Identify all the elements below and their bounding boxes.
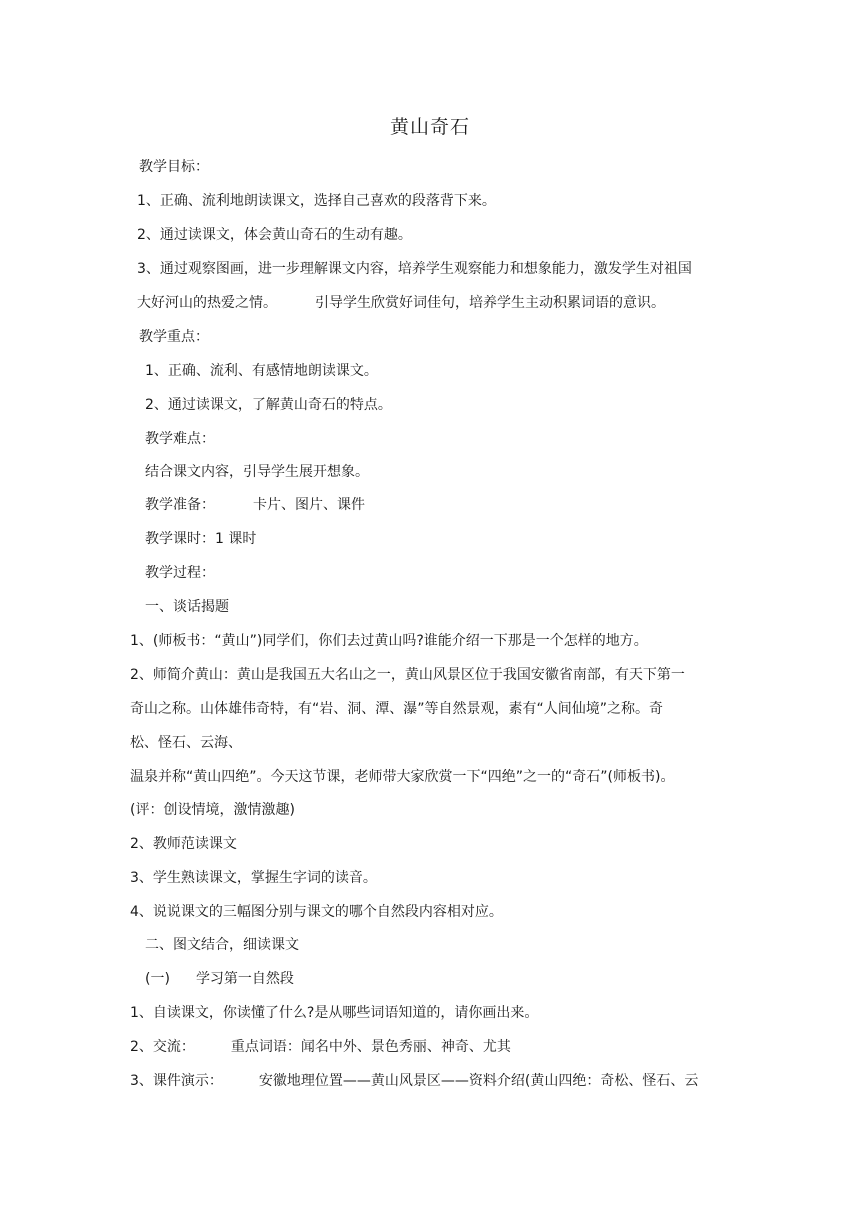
- objective-line-3-continued: [137, 293, 665, 313]
- subsection-1-number: (一): [145, 971, 170, 987]
- preparation-items: 卡片、图片、课件: [253, 497, 365, 513]
- process-line-3: 2、教师范读课文: [130, 836, 237, 852]
- process-line-2-continued-a: 奇山之称。山体雄伟奇特，有“岩、洞、潭、瀑”等自然景观，素有“人间仙境”之称。奇: [130, 701, 664, 717]
- section-heading-process: 教学过程：: [145, 565, 215, 581]
- courseware-label: 3、课件演示：: [130, 1073, 223, 1089]
- subsection-1-line-2: [130, 1037, 511, 1057]
- subsection-1-line-3: [130, 1071, 698, 1091]
- preparation-line: [145, 495, 365, 515]
- process-line-5: 4、说说课文的三幅图分别与课文的哪个自然段内容相对应。: [130, 904, 503, 920]
- objective-line-2: 2、通过读课文，体会黄山奇石的生动有趣。: [137, 227, 412, 243]
- process-comment-line: (评：创设情境，激情激趣): [130, 802, 295, 818]
- objective-line-1: 1、正确、流利地朗读课文，选择自己喜欢的段落背下来。: [137, 193, 496, 209]
- subsection-1-heading: [145, 969, 294, 989]
- process-line-2-continued-c: 温泉并称“黄山四绝”。今天这节课，老师带大家欣赏一下“四绝”之一的“奇石”(师板书)。: [130, 769, 675, 785]
- difficulty-line-1: 结合课文内容，引导学生展开想象。: [145, 464, 369, 480]
- exchange-label: 2、交流：: [130, 1039, 195, 1055]
- section-heading-key-points: 教学重点：: [139, 329, 209, 345]
- objective-line-3-part-b: 引导学生欣赏好词佳句，培养学生主动积累词语的意识。: [315, 295, 665, 311]
- class-hours-line: 教学课时：1 课时: [145, 531, 257, 547]
- key-point-line-2: 2、通过读课文，了解黄山奇石的特点。: [145, 397, 392, 413]
- courseware-content: 安徽地理位置——黄山风景区——资料介绍(黄山四绝：奇松、怪石、云: [258, 1073, 699, 1089]
- document-title: 黄山奇石: [389, 116, 470, 138]
- process-line-4: 3、学生熟读课文，掌握生字词的读音。: [130, 870, 377, 886]
- preparation-label: 教学准备：: [145, 497, 215, 513]
- objective-line-3-part-a: 大好河山的热爱之情。: [137, 295, 277, 311]
- section-heading-objectives: 教学目标：: [139, 159, 209, 175]
- subsection-1-line-1: 1、自读课文，你读懂了什么?是从哪些词语知道的，请你画出来。: [130, 1005, 539, 1021]
- process-step-1-heading: 一、谈话揭题: [145, 599, 229, 615]
- exchange-key-words: 重点词语：闻名中外、景色秀丽、神奇、尤其: [230, 1039, 511, 1055]
- subsection-1-title: 学习第一自然段: [195, 971, 294, 987]
- process-line-2-continued-b: 松、怪石、云海、: [130, 735, 242, 751]
- section-heading-difficulties: 教学难点：: [145, 431, 215, 447]
- objective-line-3: 3、通过观察图画，进一步理解课文内容，培养学生观察能力和想象能力，激发学生对祖国: [137, 261, 692, 277]
- key-point-line-1: 1、正确、流利、有感情地朗读课文。: [145, 363, 378, 379]
- process-step-2-heading: 二、图文结合，细读课文: [145, 937, 299, 953]
- process-line-1: 1、(师板书：“黄山”)同学们，你们去过黄山吗?谁能介绍一下那是一个怎样的地方。: [130, 633, 648, 649]
- process-line-2: 2、师简介黄山：黄山是我国五大名山之一，黄山风景区位于我国安徽省南部，有天下第一: [130, 667, 685, 683]
